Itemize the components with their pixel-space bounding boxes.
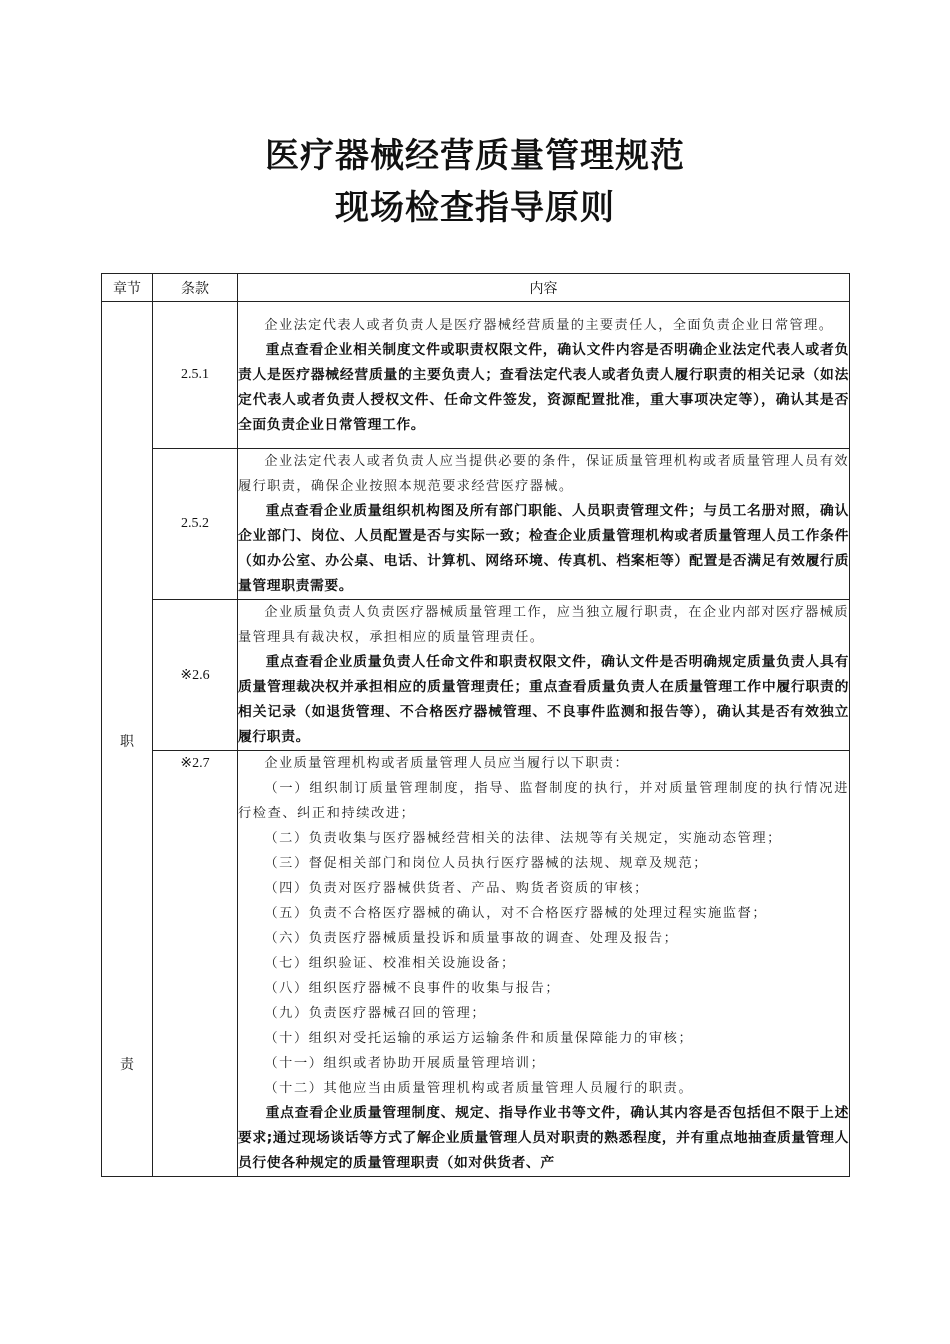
duty-item: （七）组织验证、校准相关设施设备； — [264, 956, 516, 971]
duty-item: （一）组织制订质量管理制度，指导、监督制度的执行，并对质量管理制度的执行情况进行检查、纠正和持续改进； — [238, 781, 849, 821]
content-cell — [238, 751, 850, 1177]
duty-item: （三）督促相关部门和岗位人员执行医疗器械的法规、规章及规范； — [264, 856, 709, 871]
duty-item: （六）负责医疗器械质量投诉和质量事故的调查、处理及报告； — [264, 931, 679, 946]
chapter-cell — [102, 302, 153, 1177]
table-row — [102, 751, 850, 1177]
duty-item: （二）负责收集与医疗器械经营相关的法律、法规等有关规定，实施动态管理； — [264, 831, 782, 846]
duty-item: （八）组织医疗器械不良事件的收集与报告； — [264, 981, 561, 996]
inspection-focus: 重点查看企业质量负责人任命文件和职责权限文件，确认文件是否明确规定质量负责人具有质量管理裁决权并承担相应的质量管理责任；重点查看质量负责人在质量管理工作中履行职责的相关记录（如退货管理、不合格医疗器械管理、不良事件监测和报告等），确认其是否有效独立履行职责。 — [238, 654, 849, 745]
clause-cell: ※2.7 — [153, 751, 238, 1177]
chapter-char: 职 — [120, 734, 134, 750]
header-clause: 条款 — [153, 274, 238, 302]
clause-requirement: 企业法定代表人或者负责人是医疗器械经营质量的主要责任人，全面负责企业日常管理。 — [264, 317, 834, 333]
clause-requirement: 企业质量管理机构或者质量管理人员应当履行以下职责： — [264, 756, 630, 771]
table-row — [102, 449, 850, 600]
content-cell — [238, 600, 850, 751]
inspection-focus: 重点查看企业相关制度文件或职责权限文件，确认文件内容是否明确企业法定代表人或者负责人是医疗器械经营质量的主要负责人；查看法定代表人或者负责人履行职责的相关记录（如法定代表人或者负责人授权文件、任命文件签发，资源配置批准，重大事项决定等），确认其是否全面负责企业日常管理工作。 — [238, 341, 849, 433]
duty-item: （十）组织对受托运输的承运方运输条件和质量保障能力的审核； — [264, 1031, 694, 1046]
duty-item: （九）负责医疗器械召回的管理； — [264, 1006, 487, 1021]
duty-item: （十二）其他应当由质量管理机构或者质量管理人员履行的职责。 — [264, 1081, 694, 1096]
document-title-line2: 现场检查指导原则 — [335, 188, 615, 228]
table-row — [102, 600, 850, 751]
inspection-table — [101, 273, 850, 1177]
document-title-line1: 医疗器械经营质量管理规范 — [265, 136, 685, 176]
duty-item: （十一）组织或者协助开展质量管理培训； — [264, 1056, 546, 1071]
clause-cell: 2.5.2 — [153, 449, 238, 600]
clause-cell: ※2.6 — [153, 600, 238, 751]
duty-item: （五）负责不合格医疗器械的确认，对不合格医疗器械的处理过程实施监督； — [264, 906, 768, 921]
content-cell — [238, 449, 850, 600]
table-header-row — [102, 274, 850, 302]
header-chapter: 章节 — [102, 274, 153, 302]
duty-item: （四）负责对医疗器械供货者、产品、购货者资质的审核； — [264, 881, 649, 896]
header-content: 内容 — [238, 274, 850, 302]
table-row — [102, 302, 850, 449]
chapter-char: 责 — [120, 1057, 134, 1073]
clause-requirement: 企业法定代表人或者负责人应当提供必要的条件，保证质量管理机构或者质量管理人员有效履行职责，确保企业按照本规范要求经营医疗器械。 — [238, 454, 849, 494]
clause-cell: 2.5.1 — [153, 302, 238, 449]
content-cell — [238, 302, 850, 449]
clause-requirement: 企业质量负责人负责医疗器械质量管理工作，应当独立履行职责，在企业内部对医疗器械质量管理具有裁决权，承担相应的质量管理责任。 — [238, 605, 849, 645]
inspection-focus: 重点查看企业质量管理制度、规定、指导作业书等文件，确认其内容是否包括但不限于上述要求;通过现场谈话等方式了解企业质量管理人员对职责的熟悉程度，并有重点地抽查质量管理人员行使各种规定的质量管理职责（如对供货者、产 — [238, 1105, 849, 1171]
inspection-focus: 重点查看企业质量组织机构图及所有部门职能、人员职责管理文件；与员工名册对照，确认企业部门、岗位、人员配置是否与实际一致；检查企业质量管理机构或者质量管理人员工作条件（如办公室、办公桌、电话、计算机、网络环境、传真机、档案柜等）配置是否满足有效履行质量管理职责需要。 — [238, 503, 849, 594]
